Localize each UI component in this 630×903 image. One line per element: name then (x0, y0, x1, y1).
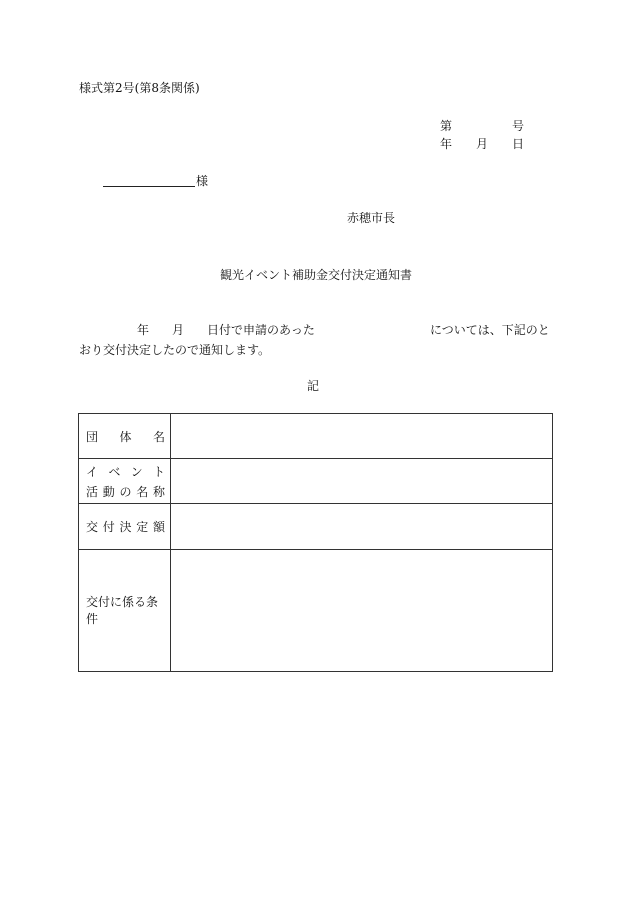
amount-label: 交 付 決 定 額 (79, 504, 171, 549)
amount-value (171, 504, 553, 549)
date-year: 年 (440, 137, 453, 151)
body-day-text: 日付で申請のあった (207, 323, 315, 337)
body-line2: おり交付決定したので通知します。 (79, 343, 271, 357)
organization-label: 団 体 名 (79, 414, 171, 459)
ki-heading: 記 (307, 379, 320, 393)
body-year: 年 (137, 323, 150, 337)
table-row-amount (79, 504, 553, 549)
event-name-label: イ ベ ン ト 活 動 の 名 称 (79, 459, 171, 504)
date-month: 月 (476, 137, 489, 151)
body-month: 月 (172, 323, 185, 337)
sender: 赤穂市長 (347, 211, 396, 225)
organization-value (171, 414, 553, 459)
addressee-blank (103, 186, 195, 187)
table-row-conditions (79, 549, 553, 671)
body-regarding: については、下記のと (430, 323, 550, 337)
conditions-label: 交付に係る条件 (79, 549, 171, 671)
event-name-value (171, 459, 553, 504)
conditions-value (171, 549, 553, 671)
table-row-event (79, 459, 553, 504)
addressee-suffix: 様 (196, 174, 209, 188)
document-title: 観光イベント補助金交付決定通知書 (220, 268, 413, 282)
document-number-suffix: 号 (512, 119, 525, 133)
document-number-prefix: 第 (440, 119, 453, 133)
form-table (78, 413, 553, 672)
date-day: 日 (512, 137, 525, 151)
table-row-organization (79, 414, 553, 459)
form-number: 様式第2号(第8条関係) (79, 81, 200, 95)
